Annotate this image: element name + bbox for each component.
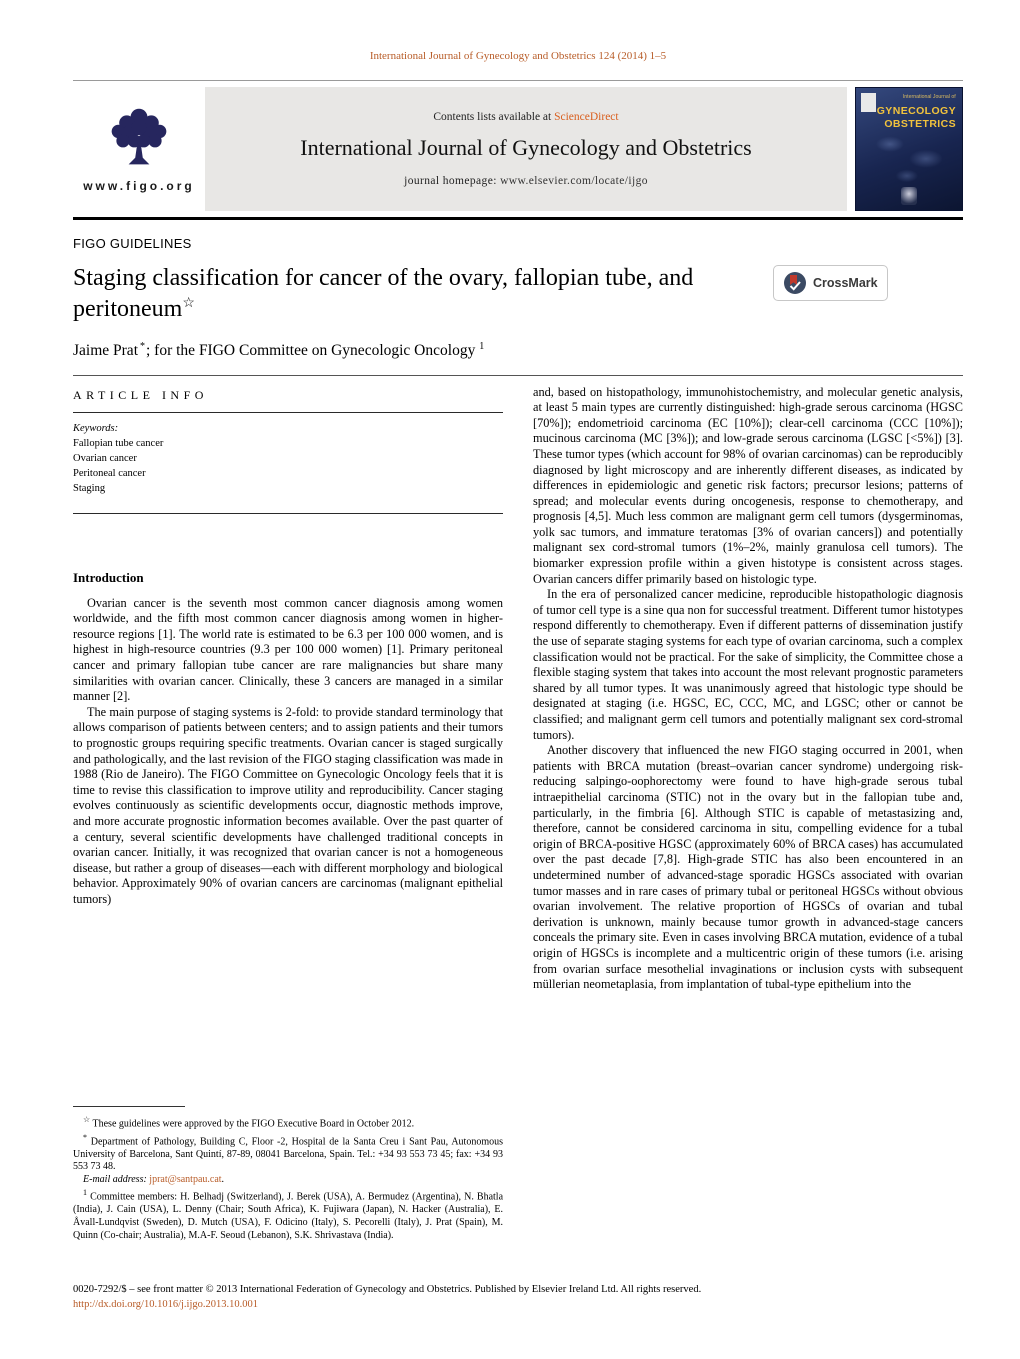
introduction-heading: Introduction xyxy=(73,569,144,585)
corresponding-author-marker: * xyxy=(140,341,145,353)
footnote-guidelines xyxy=(73,1114,503,1131)
paragraph: Ovarian cancer is the seventh most common cancer diagnosis among women worldwide, and the fifth most common cancer diagnosis among women in higher-resource regions [1]. The world rate is estimated to be 6.3 per 100 000 women, and is highest in high-resource countries (9.3 per 100 000 women) [1]. Primary peritoneal cancer and primary fallopian tube cancer are rare malignancies but share many similarities with ovarian cancer. Clinically, these 3 cancers are managed in a similar manner [2]. xyxy=(73,595,503,704)
crossmark-logo-icon xyxy=(783,271,807,295)
keyword-item: Staging xyxy=(73,483,106,495)
homepage-label: journal homepage: xyxy=(404,175,497,187)
footnote-guidelines-text: These guidelines were approved by the FIGO Executive Board in October 2012. xyxy=(92,1118,415,1130)
paragraph: Another discovery that influenced the new FIGO staging occurred in 2001, when patients with BRCA mutation (breast–ovarian cancer syndrome) undergoing risk-reducing salpingo-oophorectomy were found to have high-grade serous tubal intraepithelial carcinoma (STIC) not in the ovary but in the fallopian tube and, particularly, in the fimbria [6]. Although STIC is capable of metastasizing and, therefore, cannot be considered carcinoma in situ, compelling evidence for a tubal origin of BRCA-positive HGSC (approximately 60% of BRCA cases) has accumulated over the past decade [7,8]. High-grade STIC has also been encountered in an undetermined number of advanced-stage sporadic HGSCs associated with ovarian tumor masses and in rare cases of primary tubal or peritoneal HGSCs without obvious ovarian involvement. The relative proportion of HGSCs of ovarian and tubal derivation is unknown, mainly because tumor growth in advanced-stage cancers conceals the primary site. Even in cases involving BRCA mutation, evidence of a tubal origin of HGSCs is incomplete and a multicentric origin of these tumors (i.e. arising from ovarian surface mesothelial invaginations or inclusion cysts with subsequent müllerian neometaplasia, from implantation of tubal-type epithelium into the xyxy=(533,743,963,992)
keyword-item: Peritoneal cancer xyxy=(73,468,146,480)
left-column xyxy=(73,385,503,1243)
contents-line xyxy=(433,111,618,123)
author-name: Jaime Prat xyxy=(73,342,138,360)
footnote-committee-text: Committee members: H. Belhadj (Switzerland), J. Berek (USA), A. Bermudez (Argentina), N. Bhatla (India), J. Cain (USA), L. Denny (Chair; South Africa), K. Fujiwara (Japan), N. Hacker (Australia), E. Åvall-Lundqvist (Sweden), D. Mutch (USA), F. Odicino (Italy), S. Pecorelli (Italy), J. Prat (Spain), M. Quinn (Co-chair; Australia), M.A-F. Seoud (Lebanon), S.K. Shrivastava (India). xyxy=(73,1191,504,1241)
page-footer xyxy=(73,1283,701,1312)
footnote-affiliation xyxy=(73,1132,503,1175)
cover-title-obstetrics: OBSTETRICS xyxy=(884,117,956,130)
paragraph: and, based on histopathology, immunohistochemistry, and molecular genetic analysis, at least 5 main types are currently distinguished: high-grade serous carcinoma (HGSC [70%]); endometrioid carcinoma (EC [10%]); clear-cell carcinoma (CCC [10%]); mucinous carcinoma (MC [3%]); and low-grade serous carcinoma (LGSC [<5%]) [3]. These tumor types (which account for 98% of ovarian carcinomas) can be reproducibly diagnosed by light microscopy and are inherently different diseases, as indicated by differences in epidemiologic and genetic risk factors; precursor lesions; patterns of spread; and molecular events during oncogenesis, response to chemotherapy, and prognosis [4,5]. Much less common are malignant germ cell tumors (dysgerminomas, yolk sac tumors, and immature teratomas [3% of ovarian cancers]) and potentially malignant sex cord-stromal tumors (1%–2%, mainly granulosa cell tumors). The biomarker expression profile within a given histotype is consistent across stages. Ovarian cancers differ primarily based on histologic type. xyxy=(533,384,963,586)
paragraph: In the era of personalized cancer medicine, reproducible histopathologic diagnosis of tumor cell type is a sine qua non for successful treatment. Different tumor histotypes respond differently to chemotherapy. Even if different patterns of dissemination justify the use of separate staging systems for each type of ovarian carcinoma, such a complex classification would not be practical. For the sake of simplicity, the Committee chose a flexible staging system that takes into account the most relevant prognostic parameters shared by all tumor types. It was unanimously agreed that histologic type should be designated at staging (i.e. HGSC, EC, CCC, MC, and LGSC; other or cannot be classified; and malignant germ cell tumors and potentially malignant sex cord-stromal tumors). xyxy=(533,587,963,742)
journal-title: International Journal of Gynecology and Obstetrics xyxy=(300,135,752,160)
crossmark-badge[interactable] xyxy=(773,265,888,301)
footnote-star-marker: ☆ xyxy=(83,1115,91,1125)
journal-citation: International Journal of Gynecology and Obstetrics 124 (2014) 1–5 xyxy=(369,50,667,62)
crossmark-label: CrossMark xyxy=(813,276,878,290)
title-row xyxy=(73,263,963,325)
sciencedirect-link[interactable]: ScienceDirect xyxy=(554,111,619,123)
footnote-number-marker: 1 xyxy=(83,1188,87,1198)
right-column xyxy=(533,385,963,1243)
elsevier-tree-emblem-icon xyxy=(901,187,917,205)
cover-text xyxy=(854,94,956,130)
contents-prefix: Contents lists available at xyxy=(433,111,552,123)
keyword-item: Fallopian tube cancer xyxy=(73,437,164,449)
homepage-url-link[interactable]: www.elsevier.com/locate/ijgo xyxy=(500,175,648,187)
footnotes-block xyxy=(73,1106,503,1242)
cover-subtitle: International Journal of xyxy=(903,94,956,100)
committee-footnote-marker: 1 xyxy=(479,341,485,353)
email-period: . xyxy=(221,1174,225,1186)
article-title-text: Staging classification for cancer of the ovary, fallopian tube, and peritoneum xyxy=(73,265,694,323)
doi-link[interactable]: http://dx.doi.org/10.1016/j.ijgo.2013.10.001 xyxy=(73,1298,259,1310)
author-byline-rest: ; for the FIGO Committee on Gynecologic Oncology xyxy=(146,342,476,360)
article-title xyxy=(73,263,773,325)
cover-title-gynecology: GYNECOLOGY xyxy=(876,105,956,117)
title-footnote-star-marker: ☆ xyxy=(182,296,195,312)
figo-tree-logo-icon xyxy=(105,105,173,171)
section-label: FIGO GUIDELINES xyxy=(73,236,192,251)
footnote-affiliation-text: Department of Pathology, Building C, Floor -2, Hospital de la Santa Creu i Sant Pau, Autonomous University of Barcelona, Sant Quintí, 87-89, 08041 Barcelona, Spain. Tel.: +34 93 553 73 45; fax: +34 93 553 73 48. xyxy=(73,1135,503,1173)
journal-header-band xyxy=(73,80,963,220)
copyright-line: 0020-7292/$ – see front matter © 2013 International Federation of Gynecology and Obstetrics. Published by Elsevier Ireland Ltd. All rights reserved. xyxy=(73,1284,702,1295)
figo-logo-area xyxy=(73,87,205,211)
footnote-email xyxy=(73,1174,503,1187)
figo-website-url[interactable]: www.figo.org xyxy=(83,179,195,193)
footnote-asterisk-marker: * xyxy=(83,1132,87,1142)
journal-banner xyxy=(205,87,847,211)
paragraph: The main purpose of staging systems is 2-fold: to provide standard terminology that allows comparison of patients between centers; and to assign patients and their tumors to prognostic groups requiring specific treatments. Ovarian cancer is staged surgically and pathologically, and the last revision of the FIGO staging classification was made in 1988 (Rio de Janeiro). The FIGO Committee on Gynecologic Oncology feels that it is time to revise this classification to improve utility and reproducibility. Cancer staging evolves continuously as scientific developments occur, diagnostic methods improve, and more accurate prognostic information becomes available. Over the past quarter of a century, several scientific developments have challenged traditional concepts in ovarian cancer. Initially, it was recognized that ovarian cancer is not a homogeneous disease, but rather a group of diseases—each with different morphology and biological behavior. Approximately 90% of ovarian cancers are carcinomas (malignant epithelial tumors) xyxy=(73,704,503,906)
keywords-label: Keywords: xyxy=(73,422,119,434)
keywords-block xyxy=(73,413,503,513)
two-column-body xyxy=(73,375,963,1243)
author-line xyxy=(73,341,963,360)
footnote-committee xyxy=(73,1187,503,1243)
homepage-line xyxy=(404,175,648,187)
journal-cover-thumbnail[interactable] xyxy=(855,87,963,211)
article-info-heading: ARTICLE INFO xyxy=(73,387,208,402)
email-label: E-mail address: xyxy=(83,1174,147,1186)
email-link[interactable]: jprat@santpau.cat xyxy=(149,1174,222,1186)
keyword-item: Ovarian cancer xyxy=(73,452,137,464)
footnote-divider xyxy=(73,1106,185,1107)
divider xyxy=(73,513,503,514)
